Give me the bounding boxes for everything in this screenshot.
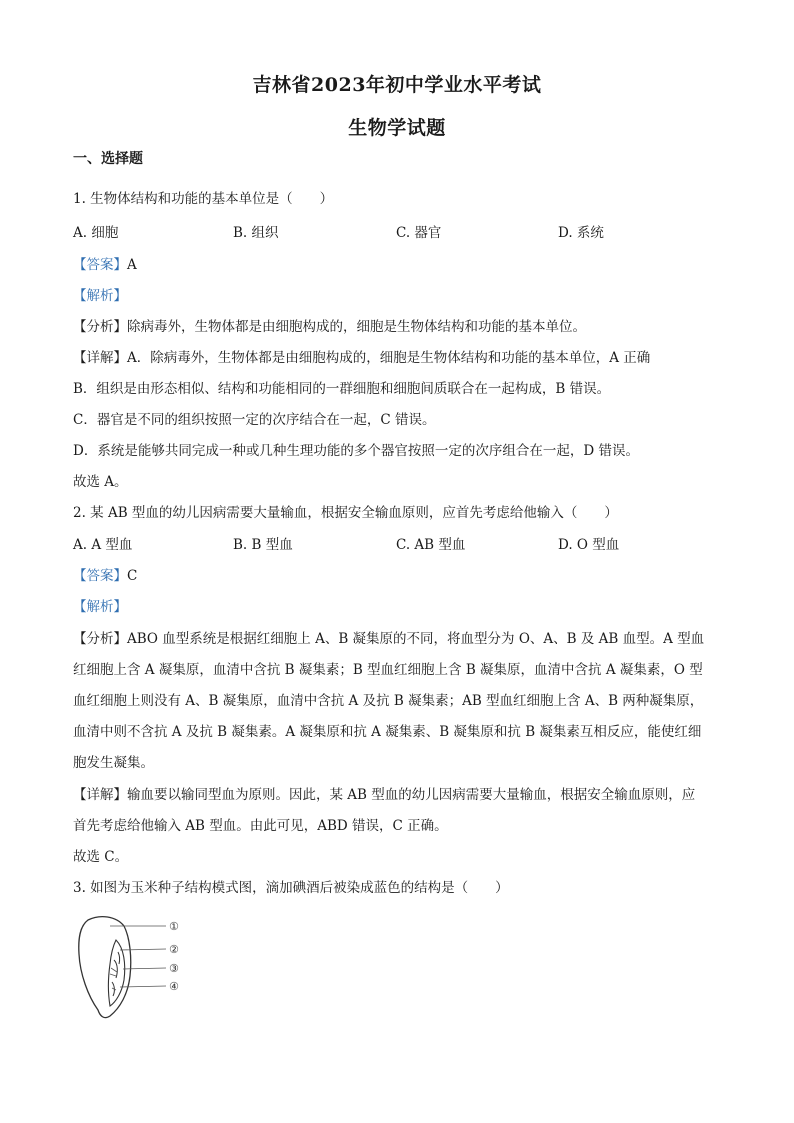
q1-conclusion: 故选 A。 — [73, 474, 128, 490]
q3-stem: 3. 如图为玉米种子结构模式图，滴加碘酒后被染成蓝色的结构是（ ） — [73, 880, 509, 896]
q2-option-d: D. O 型血 — [558, 537, 620, 553]
q1-stem: 1. 生物体结构和功能的基本单位是（ ） — [73, 191, 334, 207]
q2-fenxi-line-4: 血清中则不含抗 A 及抗 B 凝集素。A 凝集原和抗 A 凝集素、B 凝集原和抗 B 凝集素互相反应，能使红细 — [73, 724, 702, 740]
q1-line-c: C．器官是不同的组织按照一定的次序结合在一起，C 错误。 — [73, 412, 436, 428]
q2-xiangjie-line-1 — [73, 786, 723, 804]
answer-value: C — [127, 568, 138, 584]
q2-analysis-tag — [73, 598, 723, 616]
answer-value: A — [127, 257, 137, 273]
page-title: 吉林省2023年初中学业水平考试 — [252, 74, 542, 96]
answer-tag: 【答案】 — [73, 257, 127, 273]
answer-tag: 【答案】 — [73, 568, 127, 584]
fenxi-text: 除病毒外，生物体都是由细胞构成的，细胞是生物体结构和功能的基本单位。 — [127, 319, 586, 335]
q1-analysis-tag — [73, 287, 723, 305]
q1-option-b: B. 组织 — [233, 225, 279, 241]
q2-fenxi-line-5: 胞发生凝集。 — [73, 755, 154, 771]
q1-fenxi — [73, 318, 723, 336]
q1-option-c: C. 器官 — [396, 225, 442, 241]
q1-option-a: A. 细胞 — [73, 225, 119, 241]
analysis-tag: 【解析】 — [73, 288, 127, 304]
q2-option-a: A. A 型血 — [73, 537, 133, 553]
label-2: ② — [169, 943, 179, 956]
corn-seed-drawing — [70, 912, 200, 1022]
q2-xiangjie-line-2: 首先考虑给他输入 AB 型血。由此可见，ABD 错误，C 正确。 — [73, 818, 448, 834]
analysis-tag: 【解析】 — [73, 599, 127, 615]
q2-answer — [73, 567, 723, 585]
q2-option-b: B. B 型血 — [233, 537, 293, 553]
xiangjie-text: A．除病毒外，生物体都是由细胞构成的，细胞是生物体结构和功能的基本单位，A 正确 — [127, 350, 651, 366]
label-3: ③ — [169, 962, 179, 975]
xiangjie-text: 输血要以输同型血为原则。因此，某 AB 型血的幼儿因病需要大量输血，根据安全输血原则，应 — [127, 787, 696, 803]
fenxi-tag: 【分析】 — [73, 631, 127, 647]
xiangjie-tag: 【详解】 — [73, 350, 127, 366]
q2-option-c: C. AB 型血 — [396, 537, 466, 553]
section-heading: 一、选择题 — [73, 151, 143, 167]
q1-xiangjie — [73, 349, 723, 367]
label-1: ① — [169, 920, 179, 933]
q2-fenxi-line-3: 血红细胞上则没有 A、B 凝集原，血清中含抗 A 及抗 B 凝集素；AB 型血红细胞上含 A、B 两种凝集原， — [73, 693, 704, 709]
xiangjie-tag: 【详解】 — [73, 787, 127, 803]
q2-fenxi-line-2: 红细胞上含 A 凝集原，血清中含抗 B 凝集素；B 型血红细胞上含 B 凝集原，血清中含抗 A 凝集素，O 型 — [73, 662, 703, 678]
q1-line-b: B．组织是由形态相似、结构和功能相同的一群细胞和细胞间质联合在一起构成，B 错误。 — [73, 381, 611, 397]
corn-seed-diagram — [70, 912, 200, 1022]
q2-stem: 2. 某 AB 型血的幼儿因病需要大量输血，根据安全输血原则，应首先考虑给他输入（ ） — [73, 505, 618, 521]
q1-answer — [73, 256, 723, 274]
page-subtitle: 生物学试题 — [348, 117, 446, 139]
fenxi-text: ABO 血型系统是根据红细胞上 A、B 凝集原的不同，将血型分为 O、A、B 及 AB 血型。A 型血 — [127, 631, 705, 647]
q1-option-d: D. 系统 — [558, 225, 604, 241]
label-4: ④ — [169, 980, 179, 993]
q2-conclusion: 故选 C。 — [73, 849, 129, 865]
q1-line-d: D．系统是能够共同完成一种或几种生理功能的多个器官按照一定的次序组合在一起，D 错误。 — [73, 443, 639, 459]
q2-fenxi-line-1 — [73, 630, 723, 648]
fenxi-tag: 【分析】 — [73, 319, 127, 335]
